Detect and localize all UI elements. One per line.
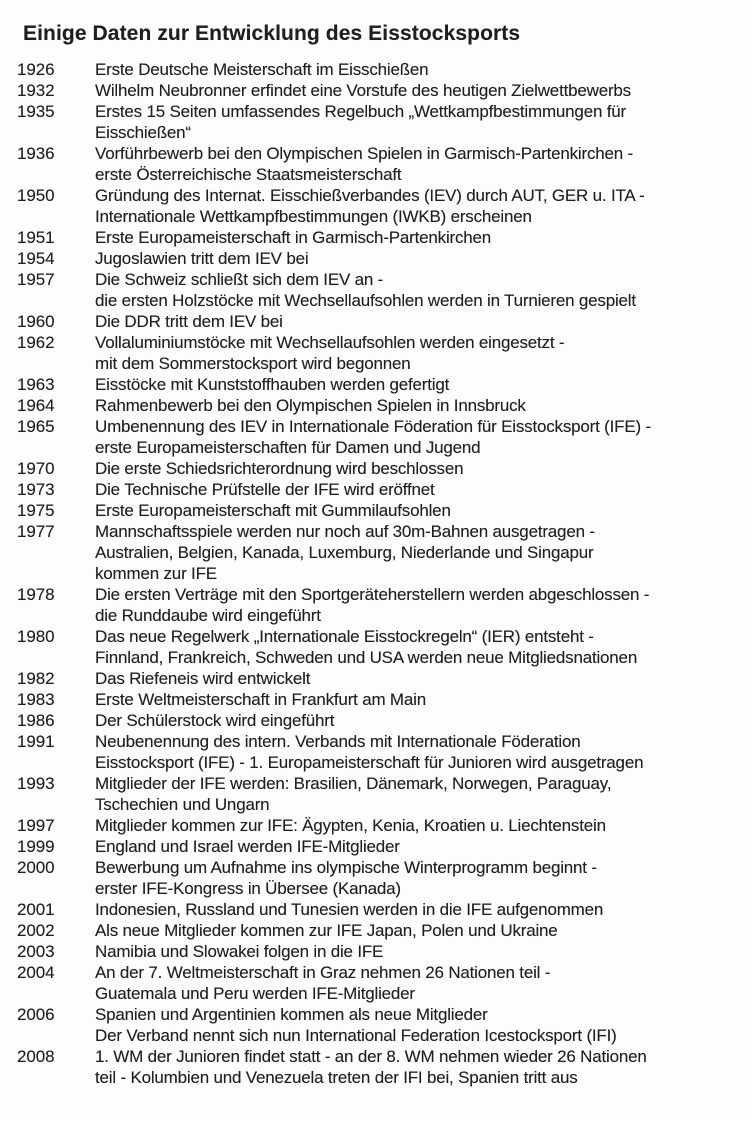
timeline-line: mit dem Sommerstocksport wird begonnen — [95, 354, 411, 373]
timeline-line: die Runddaube wird eingeführt — [95, 606, 321, 625]
timeline-entry — [17, 143, 742, 185]
timeline-entry — [17, 689, 742, 710]
timeline-text — [95, 899, 742, 920]
timeline-line: Die ersten Verträge mit den Sportgeräteherstellern werden abgeschlossen - — [95, 585, 650, 604]
timeline-year: 1950 — [17, 186, 55, 205]
timeline-text — [95, 227, 742, 248]
timeline-year: 2006 — [17, 1005, 55, 1024]
timeline-entry — [17, 668, 742, 689]
timeline-text — [95, 584, 742, 626]
timeline-year: 1962 — [17, 333, 55, 352]
timeline-text — [95, 185, 742, 227]
timeline-year: 1932 — [17, 81, 55, 100]
timeline-line: Die DDR tritt dem IEV bei — [95, 312, 283, 331]
timeline-entry — [17, 248, 742, 269]
timeline-line: Erste Weltmeisterschaft in Frankfurt am Main — [95, 690, 426, 709]
timeline-line: Eisschießen“ — [95, 123, 191, 142]
timeline-entry — [17, 185, 742, 227]
timeline-entry — [17, 374, 742, 395]
timeline-year: 1993 — [17, 774, 55, 793]
timeline-entry — [17, 626, 742, 668]
timeline-entry — [17, 710, 742, 731]
timeline-year: 2001 — [17, 900, 55, 919]
timeline-entry — [17, 941, 742, 962]
timeline-year: 1975 — [17, 501, 55, 520]
timeline-entry — [17, 920, 742, 941]
timeline-entry — [17, 59, 742, 80]
timeline-line: Erste Europameisterschaft mit Gummilaufsohlen — [95, 501, 451, 520]
timeline-line: Das Riefeneis wird entwickelt — [95, 669, 311, 688]
timeline-entry — [17, 332, 742, 374]
timeline-year: 2003 — [17, 942, 55, 961]
timeline-line: Bewerbung um Aufnahme ins olympische Winterprogramm beginnt - — [95, 858, 597, 877]
timeline-text — [95, 710, 742, 731]
timeline-year: 2000 — [17, 858, 55, 877]
timeline-entry — [17, 101, 742, 143]
timeline-entry — [17, 962, 742, 1004]
timeline-text — [95, 248, 742, 269]
timeline-year: 1936 — [17, 144, 55, 163]
timeline-year: 1965 — [17, 417, 55, 436]
timeline-text — [95, 857, 742, 899]
timeline-entry — [17, 416, 742, 458]
timeline-line: Vorführbewerb bei den Olympischen Spielen in Garmisch-Partenkirchen - — [95, 144, 634, 163]
timeline-year: 1982 — [17, 669, 55, 688]
timeline-line: Eisstöcke mit Kunststoffhauben werden gefertigt — [95, 375, 450, 394]
timeline-line: Vollaluminiumstöcke mit Wechsellaufsohlen werden eingesetzt - — [95, 333, 565, 352]
timeline-entry — [17, 857, 742, 899]
timeline-text — [95, 500, 742, 521]
timeline-line: Der Schülerstock wird eingeführt — [95, 711, 335, 730]
timeline-line: Gründung des Internat. Eisschießverbandes (IEV) durch AUT, GER u. ITA - — [95, 186, 645, 205]
timeline-text — [95, 479, 742, 500]
timeline-text — [95, 920, 742, 941]
timeline-text — [95, 269, 742, 311]
timeline-year: 2002 — [17, 921, 55, 940]
timeline-line: Erste Europameisterschaft in Garmisch-Partenkirchen — [95, 228, 492, 247]
timeline-year: 1951 — [17, 228, 55, 247]
timeline-entry — [17, 80, 742, 101]
timeline-text — [95, 143, 742, 185]
timeline-year: 1978 — [17, 585, 55, 604]
timeline-line: die ersten Holzstöcke mit Wechsellaufsohlen werden in Turnieren gespielt — [95, 291, 636, 310]
timeline-entry — [17, 773, 742, 815]
timeline-entry — [17, 584, 742, 626]
timeline-text — [95, 395, 742, 416]
timeline-text — [95, 374, 742, 395]
timeline-year: 1960 — [17, 312, 55, 331]
timeline-line: Finnland, Frankreich, Schweden und USA werden neue Mitgliedsnationen — [95, 648, 638, 667]
timeline-line: erste Österreichische Staatsmeisterschaft — [95, 165, 402, 184]
timeline-line: Mitglieder kommen zur IFE: Ägypten, Kenia, Kroatien u. Liechtenstein — [95, 816, 606, 835]
timeline-line: Erste Deutsche Meisterschaft im Eisschießen — [95, 60, 429, 79]
timeline-list — [17, 59, 742, 1088]
timeline-text — [95, 689, 742, 710]
timeline-year: 1964 — [17, 396, 55, 415]
timeline-year: 1991 — [17, 732, 55, 751]
timeline-text — [95, 1004, 742, 1046]
timeline-entry — [17, 500, 742, 521]
timeline-line: kommen zur IFE — [95, 564, 217, 583]
timeline-entry — [17, 395, 742, 416]
timeline-entry — [17, 458, 742, 479]
timeline-line: Die Technische Prüfstelle der IFE wird eröffnet — [95, 480, 435, 499]
document-title: Einige Daten zur Entwicklung des Eisstocksports — [23, 22, 521, 45]
timeline-year: 1926 — [17, 60, 55, 79]
timeline-text — [95, 941, 742, 962]
timeline-text — [95, 668, 742, 689]
timeline-text — [95, 962, 742, 1004]
timeline-text — [95, 332, 742, 374]
timeline-year: 1957 — [17, 270, 55, 289]
timeline-text — [95, 1046, 742, 1088]
timeline-entry — [17, 227, 742, 248]
timeline-year: 1999 — [17, 837, 55, 856]
timeline-entry — [17, 899, 742, 920]
timeline-line: Rahmenbewerb bei den Olympischen Spielen in Innsbruck — [95, 396, 526, 415]
timeline-entry — [17, 731, 742, 773]
timeline-year: 1983 — [17, 690, 55, 709]
timeline-line: teil - Kolumbien und Venezuela treten der IFI bei, Spanien tritt aus — [95, 1068, 578, 1087]
timeline-entry — [17, 836, 742, 857]
timeline-year: 2008 — [17, 1047, 55, 1066]
timeline-text — [95, 626, 742, 668]
timeline-line: Namibia und Slowakei folgen in die IFE — [95, 942, 384, 961]
timeline-year: 1935 — [17, 102, 55, 121]
timeline-line: Die erste Schiedsrichterordnung wird beschlossen — [95, 459, 464, 478]
timeline-line: Internationale Wettkampfbestimmungen (IWKB) erscheinen — [95, 207, 532, 226]
timeline-text — [95, 416, 742, 458]
timeline-line: 1. WM der Junioren findet statt - an der 8. WM nehmen wieder 26 Nationen — [95, 1047, 647, 1066]
timeline-line: Umbenennung des IEV in Internationale Föderation für Eisstocksport (IFE) - — [95, 417, 651, 436]
timeline-line: Mitglieder der IFE werden: Brasilien, Dänemark, Norwegen, Paraguay, — [95, 774, 612, 793]
timeline-line: Wilhelm Neubronner erfindet eine Vorstufe des heutigen Zielwettbewerbs — [95, 81, 631, 100]
timeline-line: Indonesien, Russland und Tunesien werden in die IFE aufgenommen — [95, 900, 604, 919]
timeline-line: Als neue Mitglieder kommen zur IFE Japan, Polen und Ukraine — [95, 921, 558, 940]
timeline-year: 1963 — [17, 375, 55, 394]
timeline-year: 2004 — [17, 963, 55, 982]
timeline-line: Guatemala und Peru werden IFE-Mitglieder — [95, 984, 415, 1003]
timeline-year: 1954 — [17, 249, 55, 268]
timeline-text — [95, 773, 742, 815]
timeline-line: Erstes 15 Seiten umfassendes Regelbuch „Wettkampfbestimmungen für — [95, 102, 626, 121]
timeline-line: Das neue Regelwerk „Internationale Eisstockregeln“ (IER) entsteht - — [95, 627, 594, 646]
timeline-text — [95, 731, 742, 773]
timeline-line: Australien, Belgien, Kanada, Luxemburg, Niederlande und Singapur — [95, 543, 594, 562]
timeline-line: Mannschaftsspiele werden nur noch auf 30m-Bahnen ausgetragen - — [95, 522, 595, 541]
timeline-entry — [17, 815, 742, 836]
timeline-text — [95, 521, 742, 584]
timeline-line: Jugoslawien tritt dem IEV bei — [95, 249, 309, 268]
timeline-text — [95, 311, 742, 332]
timeline-text — [95, 80, 742, 101]
timeline-entry — [17, 311, 742, 332]
timeline-year: 1973 — [17, 480, 55, 499]
timeline-line: Neubenennung des intern. Verbands mit Internationale Föderation — [95, 732, 581, 751]
timeline-text — [95, 458, 742, 479]
timeline-line: Tschechien und Ungarn — [95, 795, 270, 814]
timeline-text — [95, 101, 742, 143]
timeline-text — [95, 59, 742, 80]
timeline-line: Spanien und Argentinien kommen als neue Mitglieder — [95, 1005, 488, 1024]
timeline-line: erste Europameisterschaften für Damen und Jugend — [95, 438, 481, 457]
timeline-line: Eisstocksport (IFE) - 1. Europameisterschaft für Junioren wird ausgetragen — [95, 753, 644, 772]
timeline-line: An der 7. Weltmeisterschaft in Graz nehmen 26 Nationen teil - — [95, 963, 551, 982]
timeline-line: erster IFE-Kongress in Übersee (Kanada) — [95, 879, 401, 898]
timeline-entry — [17, 269, 742, 311]
timeline-entry — [17, 1004, 742, 1046]
timeline-year: 1997 — [17, 816, 55, 835]
timeline-entry — [17, 521, 742, 584]
timeline-entry — [17, 479, 742, 500]
timeline-text — [95, 815, 742, 836]
timeline-line: Die Schweiz schließt sich dem IEV an - — [95, 270, 384, 289]
timeline-line: Der Verband nennt sich nun International Federation Icestocksport (IFI) — [95, 1026, 617, 1045]
timeline-entry — [17, 1046, 742, 1088]
timeline-year: 1980 — [17, 627, 55, 646]
timeline-year: 1970 — [17, 459, 55, 478]
timeline-line: England und Israel werden IFE-Mitglieder — [95, 837, 400, 856]
timeline-year: 1986 — [17, 711, 55, 730]
timeline-text — [95, 836, 742, 857]
timeline-year: 1977 — [17, 522, 55, 541]
